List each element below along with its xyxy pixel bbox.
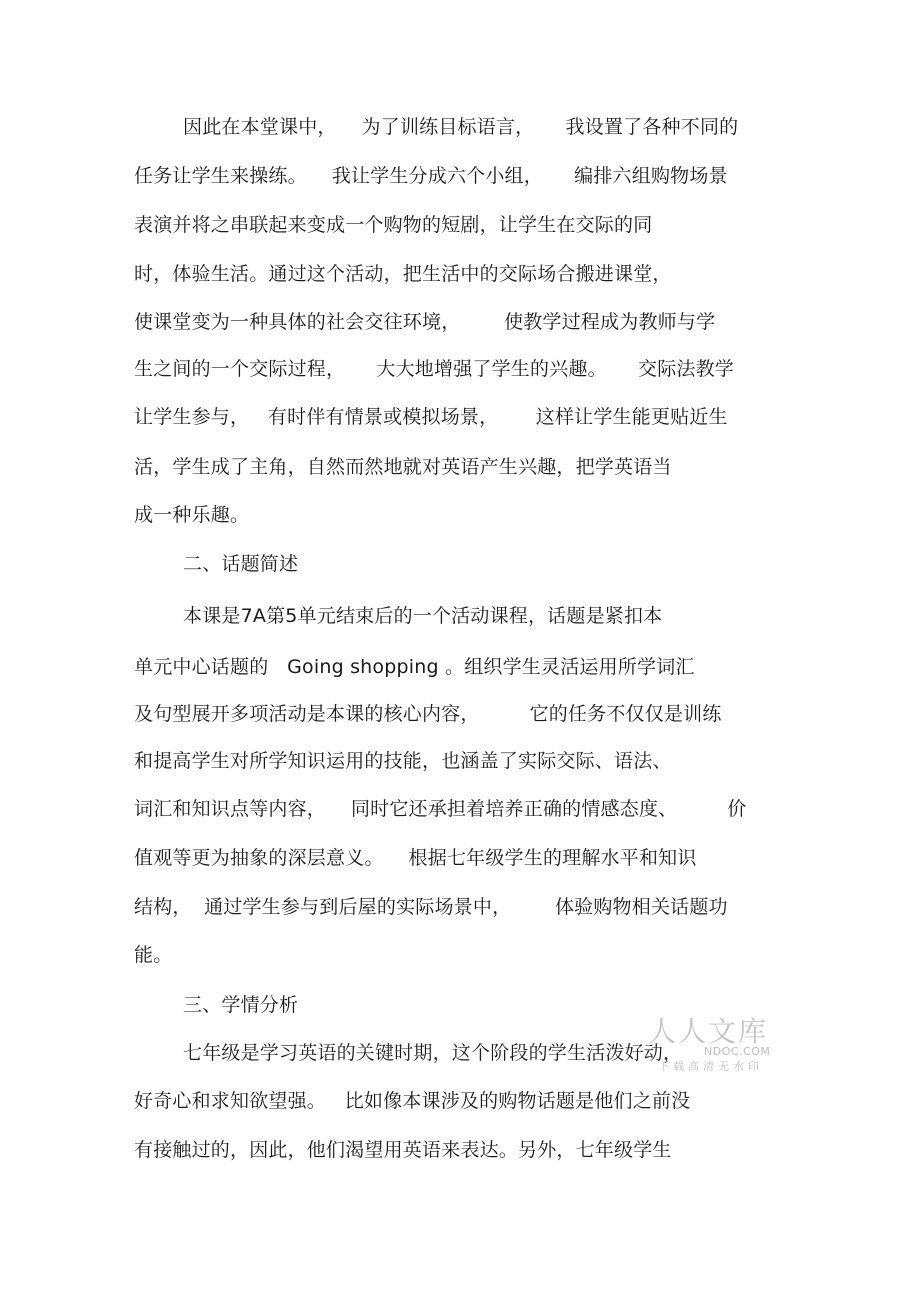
section-heading-topic: 二、话题简述 xyxy=(183,553,299,575)
text-line-20: 七年级是学习英语的关键时期，这个阶段的学生活泼好动， xyxy=(183,1042,683,1064)
text-line-8: 活，学生成了主角，自然而然地就对英语产生兴趣，把学英语当 xyxy=(134,456,672,478)
text-line-21: 好奇心和求知欲望强。 比如像本课涉及的购物话题是他们之前没 xyxy=(134,1090,691,1112)
text-line-6: 生之间的一个交际过程， 大大地增强了学生的兴趣。 交际法教学 xyxy=(134,358,734,380)
text-line-13: 及句型展开多项活动是本课的核心内容， 它的任务不仅仅是训练 xyxy=(134,703,722,725)
text-line-11: 本课是7A第5单元结束后的一个活动课程，话题是紧扣本 xyxy=(183,605,663,627)
text-line-22: 有接触过的，因此，他们渴望用英语来表达。另外，七年级学生 xyxy=(134,1139,672,1161)
text-line-9: 成一种乐趣。 xyxy=(134,504,250,526)
text-line-1: 因此在本堂课中， 为了训练目标语言， 我设置了各种不同的 xyxy=(183,116,739,138)
text-line-7: 让学生参与， 有时伴有情景或模拟场景， 这样让学生能更贴近生 xyxy=(134,406,728,428)
text-line-14: 和提高学生对所学知识运用的技能，也涵盖了实际交际、语法、 xyxy=(134,750,672,772)
watermark-subtitle: 下载高清无水印 xyxy=(658,1060,763,1073)
text-line-12: 单元中心话题的 Going shopping 。组织学生灵活运用所学词汇 xyxy=(134,656,695,678)
watermark-logo-text: 人人文库 xyxy=(648,1015,769,1048)
text-line-18: 能。 xyxy=(134,944,173,966)
watermark xyxy=(648,1016,776,1078)
text-line-15: 词汇和知识点等内容， 同时它还承担着培养正确的情感态度、 价 xyxy=(134,798,747,820)
text-line-17: 结构， 通过学生参与到后屋的实际场景中， 体验购物相关话题功 xyxy=(134,896,728,918)
text-line-3: 表演并将之串联起来变成一个购物的短剧，让学生在交际的同 xyxy=(134,214,653,236)
watermark-url: NDOC.COM xyxy=(704,1045,771,1058)
text-line-4: 时，体验生活。通过这个活动，把生活中的交际场合搬进课堂， xyxy=(134,263,672,285)
text-line-2: 任务让学生来操练。 我让学生分成六个小组， 编排六组购物场景 xyxy=(134,165,728,187)
text-line-5: 使课堂变为一种具体的社会交往环境， 使教学过程成为教师与学 xyxy=(134,311,716,333)
section-heading-analysis: 三、学情分析 xyxy=(183,994,299,1016)
text-line-16: 值观等更为抽象的深层意义。 根据七年级学生的理解水平和知识 xyxy=(134,847,697,869)
